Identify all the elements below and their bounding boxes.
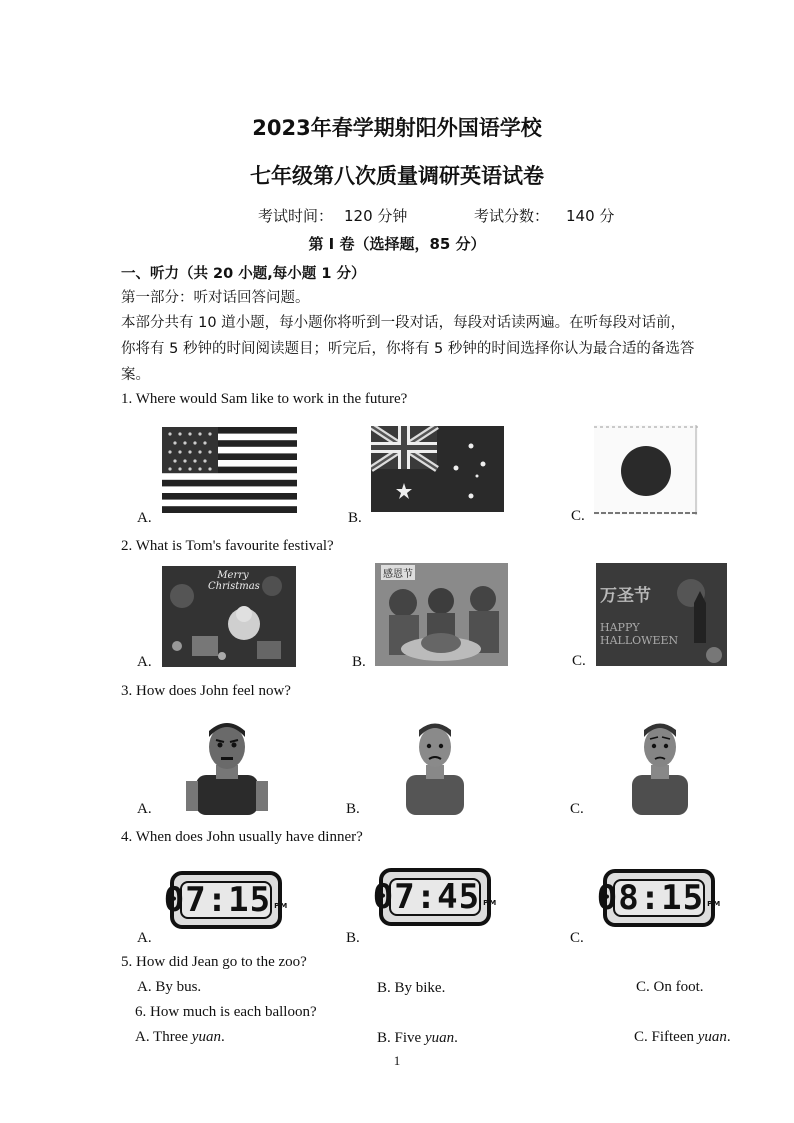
q6-option-c-unit: yuan xyxy=(697,1029,727,1045)
q6-option-a xyxy=(135,1029,225,1046)
australia-flag-image xyxy=(371,426,504,512)
question-1: 1. Where would Sam like to work in the future? xyxy=(121,391,408,407)
clock-c xyxy=(596,869,722,927)
q3-option-a-label: A. xyxy=(137,801,152,817)
john-worried-image xyxy=(628,715,692,815)
halloween-caption-en: HAPPY HALLOWEEN xyxy=(600,621,679,647)
q6-option-b-period: . xyxy=(454,1030,458,1046)
q2-option-c-label: C. xyxy=(572,653,586,669)
christmas-caption: Merry Christmas xyxy=(208,570,260,592)
volume-heading: 第 I 卷（选择题，85 分） xyxy=(308,235,486,253)
thanksgiving-image xyxy=(375,563,508,666)
instructions-line-2: 你将有 5 秒钟的时间阅读题目；听完后，你将有 5 秒钟的时间选择你认为最合适的备选答 xyxy=(121,341,695,357)
q6-option-c xyxy=(634,1029,731,1046)
clock-b-display xyxy=(372,877,498,917)
q5-option-c: C. On foot. xyxy=(636,979,704,995)
q6-option-a-unit: yuan xyxy=(191,1029,221,1045)
question-4: 4. When does John usually have dinner? xyxy=(121,829,363,845)
q1-option-b-label: B. xyxy=(348,510,362,526)
page-number: 1 xyxy=(393,1053,401,1068)
q2-option-b-label: B. xyxy=(352,654,366,670)
exam-score-label: 考试分数： xyxy=(474,207,550,225)
john-angry-image xyxy=(186,715,268,815)
question-6: 6. How much is each balloon? xyxy=(135,1004,317,1020)
christmas-image xyxy=(162,566,296,667)
q4-option-c-label: C. xyxy=(570,930,584,946)
clock-c-pm: PM xyxy=(707,900,722,908)
clock-b-pm: PM xyxy=(483,899,498,907)
clock-b xyxy=(372,868,498,926)
usa-flag-image xyxy=(162,427,297,513)
instructions-line-1: 本部分共有 10 道小题，每小题你将听到一段对话，每段对话读两遍。在听每段对话前， xyxy=(121,315,686,331)
question-3: 3. How does John feel now? xyxy=(121,683,291,699)
clock-a-pm: PM xyxy=(274,902,289,910)
q3-option-b-label: B. xyxy=(346,801,360,817)
halloween-scene xyxy=(596,563,727,666)
part-heading: 第一部分：听对话回答问题。 xyxy=(121,290,310,306)
exam-title-subject: 七年级第八次质量调研英语试卷 xyxy=(250,164,544,188)
q1-option-c-label: C. xyxy=(571,508,585,524)
q2-option-a-label: A. xyxy=(137,654,152,670)
q6-option-c-text: C. Fifteen xyxy=(634,1029,698,1045)
exam-title-school: 2023年春学期射阳外国语学校 xyxy=(252,116,542,140)
section-heading: 一、听力（共 20 小题,每小题 1 分） xyxy=(121,266,366,282)
q6-option-a-text: A. Three xyxy=(135,1029,192,1045)
clock-b-time: 07:45 xyxy=(372,877,481,917)
q6-option-b-text: B. Five xyxy=(377,1030,425,1046)
exam-time-value: 120 分钟 xyxy=(344,207,408,225)
thanksgiving-caption: 感恩节 xyxy=(381,565,415,580)
halloween-image xyxy=(596,563,727,666)
clock-a xyxy=(163,871,289,929)
halloween-caption-cn: 万圣节 xyxy=(600,586,651,606)
exam-time-label: 考试时间： xyxy=(258,207,334,225)
q3-option-c-label: C. xyxy=(570,801,584,817)
clock-c-display xyxy=(596,878,722,918)
clock-c-time: 08:15 xyxy=(596,878,705,918)
q5-option-b: B. By bike. xyxy=(377,980,446,996)
q1-option-a-label: A. xyxy=(137,510,152,526)
q6-option-b-unit: yuan xyxy=(424,1030,455,1046)
q4-option-a-label: A. xyxy=(137,930,152,946)
exam-score-value: 140 分 xyxy=(566,207,615,225)
q5-option-a: A. By bus. xyxy=(137,979,202,995)
john-sad-image xyxy=(402,715,468,815)
instructions-line-3: 案。 xyxy=(121,367,150,383)
q6-option-c-period: . xyxy=(726,1029,731,1045)
q6-option-b xyxy=(377,1030,458,1047)
question-5: 5. How did Jean go to the zoo? xyxy=(121,954,307,970)
japan-flag-image xyxy=(594,425,698,515)
q6-option-a-period: . xyxy=(220,1029,225,1045)
clock-a-time: 07:15 xyxy=(163,880,272,920)
question-2: 2. What is Tom's favourite festival? xyxy=(121,538,334,554)
q4-option-b-label: B. xyxy=(346,930,360,946)
clock-a-display xyxy=(163,880,289,920)
